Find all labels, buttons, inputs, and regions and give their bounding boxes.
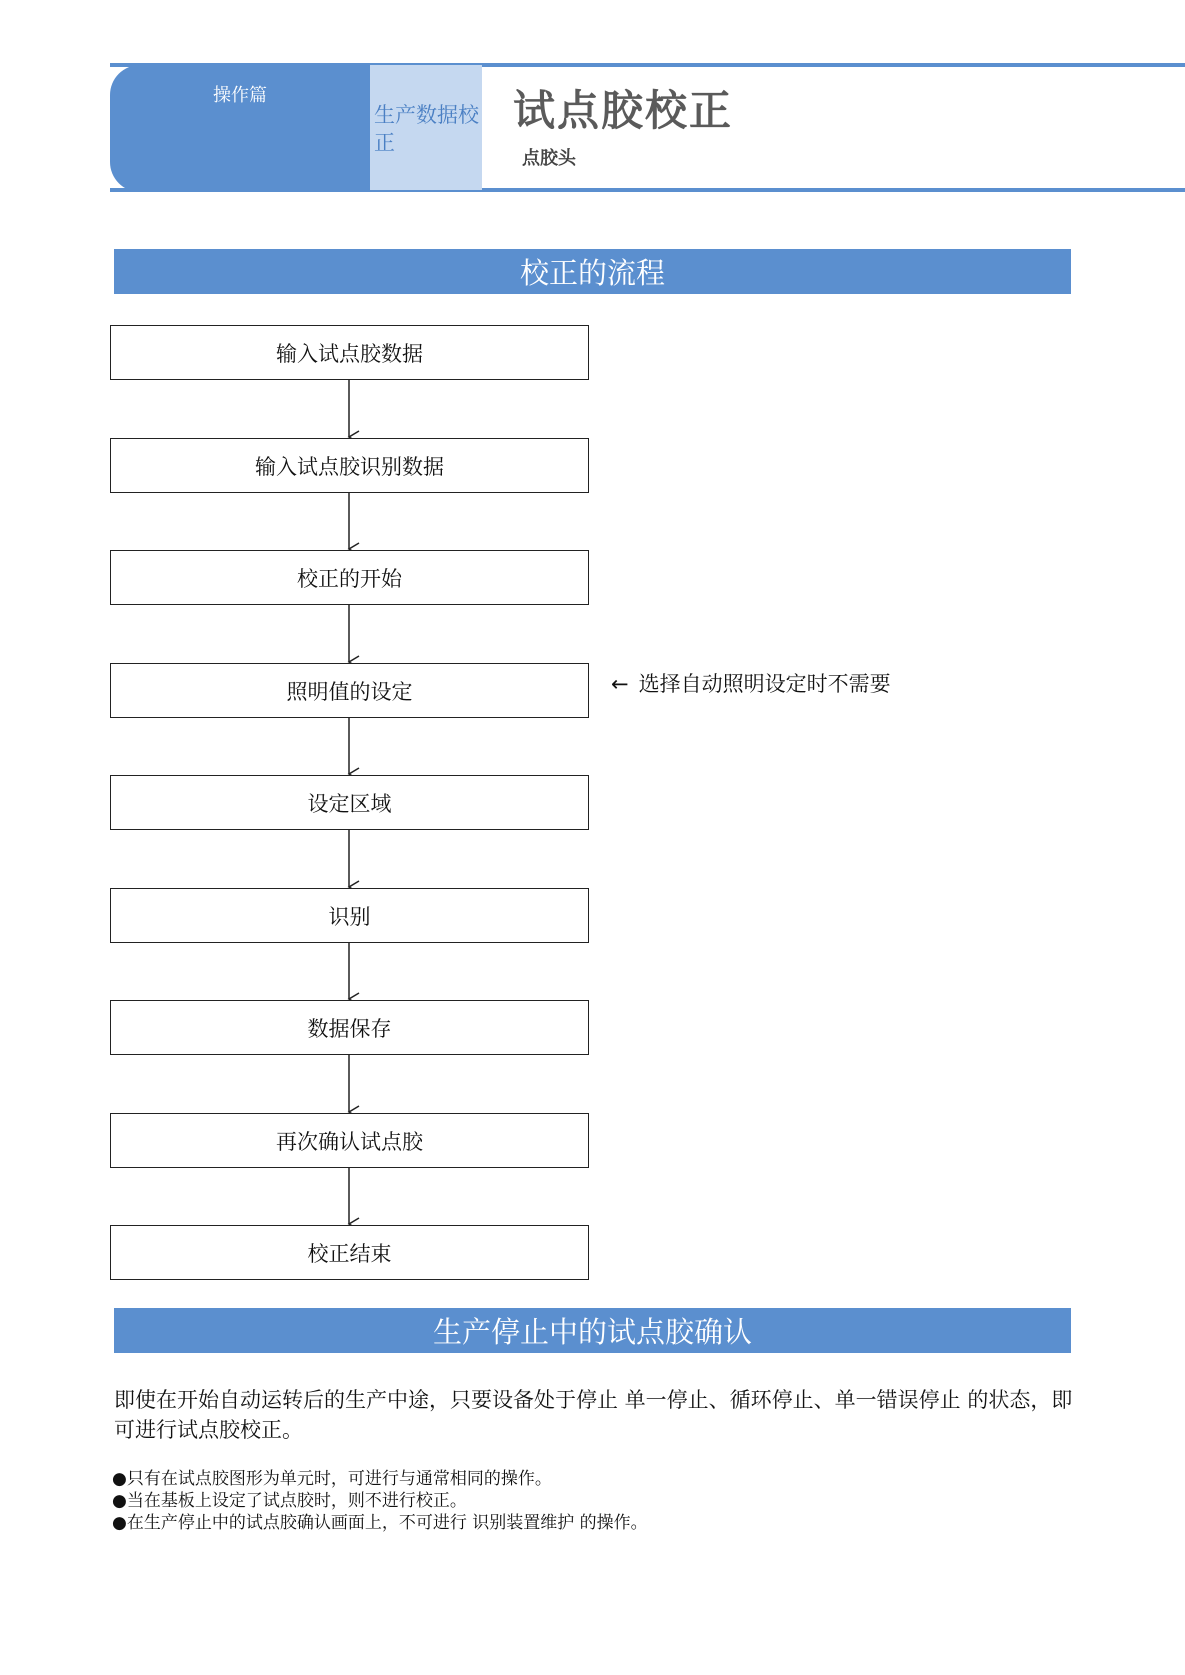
auto-light-note [611, 668, 891, 698]
flow-step-label: 识别 [328, 904, 371, 929]
flow-step-label: 再次确认试点胶 [276, 1129, 423, 1154]
header-section-label: 操作篇 [213, 85, 267, 106]
stop-section-heading: 生产停止中的试点胶确认 [114, 1308, 1071, 1353]
page-caption: 点胶头 [522, 148, 576, 169]
header-category-label: 生产数据校正 [374, 103, 479, 155]
stop-section-paragraph: 即使在开始自动运转后的生产中途，只要设备处于停止 单一停止、循环停止、单一错误停止 的状态，即可进行试点胶校正。 [114, 1388, 1073, 1442]
flow-step [110, 888, 589, 943]
list-item-text: 在生产停止中的试点胶确认画面上，不可进行 识别装置维护 的操作。 [126, 1513, 648, 1533]
list-item [112, 1468, 1112, 1490]
bullet-icon: ● [112, 1513, 127, 1533]
flow-step [110, 1000, 589, 1055]
bullet-icon: ● [112, 1469, 127, 1489]
list-item [112, 1512, 1112, 1534]
flow-step [110, 438, 589, 493]
list-item [112, 1490, 1112, 1512]
left-arrow-icon: ← [611, 672, 629, 696]
flow-step-label: 输入试点胶数据 [276, 341, 423, 366]
notes-list [112, 1468, 1112, 1534]
flow-step-label: 数据保存 [307, 1016, 392, 1041]
auto-light-note-text: 选择自动照明设定时不需要 [638, 672, 891, 696]
list-item-text: 只有在试点胶图形为单元时，可进行与通常相同的操作。 [126, 1469, 552, 1489]
flow-step-label: 输入试点胶识别数据 [255, 454, 444, 479]
list-item-text: 当在基板上设定了试点胶时，则不进行校正。 [126, 1491, 467, 1511]
flow-step-label: 照明值的设定 [286, 679, 413, 704]
flow-step-label: 校正结束 [307, 1241, 392, 1266]
flow-step [110, 1113, 589, 1168]
flow-section-heading: 校正的流程 [114, 249, 1071, 294]
flow-step [110, 775, 589, 830]
flow-step [110, 663, 589, 718]
bullet-icon: ● [112, 1491, 127, 1511]
flow-step [110, 550, 589, 605]
flow-step-label: 设定区域 [307, 791, 392, 816]
flow-step [110, 325, 589, 380]
flow-step [110, 1225, 589, 1280]
page-title: 试点胶校正 [513, 86, 734, 135]
flow-step-label: 校正的开始 [297, 566, 402, 591]
